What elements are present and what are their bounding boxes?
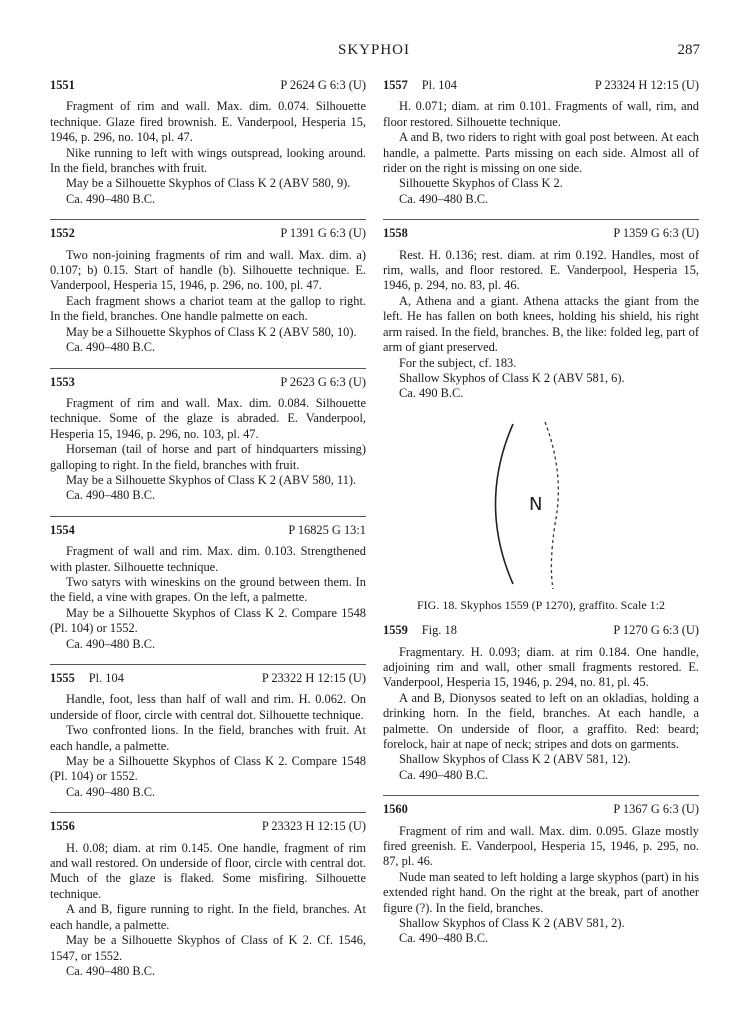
entry-paragraph: Two confronted lions. In the field, branches with fruit. At each handle, a palmette.	[50, 723, 366, 753]
entry-paragraph: A, Athena and a giant. Athena attacks the giant from the left. He has fallen on both knees, holding his shield, his right arm raised. In the field, branches. B, the like: folded leg, part of arm of giant preserved.	[383, 293, 699, 355]
entry-paragraph: May be a Silhouette Skyphos of Class of K 2. Cf. 1546, 1547, or 1552.	[50, 933, 366, 963]
entry-paragraph: Fragmentary. H. 0.093; diam. at rim 0.184. One handle, adjoining rim and wall, other small fragments restored. E. Vanderpool, Hesperia 15, 1946, p. 294, no. 81, pl. 45.	[383, 644, 699, 690]
entry-divider	[50, 368, 366, 369]
entry-paragraph: Fragment of rim and wall. Max. dim. 0.084. Silhouette technique. Some of the glaze is abraded. E. Vanderpool, Hesperia 15, 1946, p. 296, no. 103, pl. 47.	[50, 395, 366, 441]
entry-paragraph: A and B, Dionysos seated to left on an okladias, holding a drinking horn. In the field, branches. At each handle, a palmette. On underside of floor, a graffito. Red: beard; forelock, hair at nape of neck; stripes and dots on garments.	[383, 690, 699, 751]
skyphos-profile-arc	[496, 424, 514, 584]
entry-heading	[50, 819, 366, 834]
entry-paragraph: Nude man seated to left holding a large skyphos (part) in his extended right hand. On the right at the break, part of another figure (?). In the field, branches.	[383, 869, 699, 915]
catalogue-entry	[50, 78, 366, 207]
entry-heading	[50, 375, 366, 390]
entry-heading	[383, 802, 699, 817]
plate-reference: Pl. 104	[421, 78, 457, 92]
plate-reference: Pl. 104	[88, 671, 124, 685]
inventory-deposit: P 1359 G 6:3 (U)	[613, 226, 699, 241]
entry-paragraph: May be a Silhouette Skyphos of Class K 2 (ABV 580, 11).	[66, 472, 357, 487]
catalogue-entry	[50, 375, 366, 504]
entry-paragraph: Rest. H. 0.136; rest. diam. at rim 0.192. Handles, most of rim, walls, and floor restored. E. Vanderpool, Hesperia 15, 1946, p. 294, no. 83, pl. 46.	[383, 247, 699, 293]
catalogue-entry	[383, 623, 699, 783]
inventory-deposit: P 16825 G 13:1	[288, 522, 366, 537]
plate-reference	[75, 819, 262, 834]
entry-heading	[50, 523, 366, 538]
entry-heading	[383, 623, 699, 638]
entry-paragraph: Shallow Skyphos of Class K 2 (ABV 581, 6).	[399, 370, 625, 385]
inventory-deposit: P 1391 G 6:3 (U)	[280, 226, 366, 241]
catalogue-number: 1558	[383, 226, 408, 241]
entry-paragraph: Handle, foot, less than half of wall and rim. H. 0.062. On underside of floor, circle with central dot. Silhouette technique.	[50, 692, 366, 722]
entry-paragraph: For the subject, cf. 183.	[399, 355, 517, 370]
plate-reference	[408, 226, 614, 241]
inventory-deposit: P 1270 G 6:3 (U)	[613, 623, 699, 638]
entry-paragraph: Silhouette Skyphos of Class K 2.	[399, 176, 563, 191]
entry-heading	[50, 671, 366, 686]
entry-heading	[383, 226, 699, 241]
page-number: 287	[677, 42, 700, 58]
entry-paragraph: Each fragment shows a chariot team at the gallop to right. In the field, branches. One handle palmette on each.	[50, 293, 366, 324]
entry-paragraph: Ca. 490–480 B.C.	[399, 767, 489, 782]
entry-paragraph: May be a Silhouette Skyphos of Class K 2 (ABV 580, 10).	[66, 324, 357, 339]
entry-paragraph: Shallow Skyphos of Class K 2 (ABV 581, 2).	[399, 916, 625, 931]
entry-heading	[50, 78, 366, 93]
entry-paragraph: Ca. 490–480 B.C.	[66, 340, 156, 355]
entry-divider	[50, 812, 366, 813]
catalogue-entry	[383, 226, 699, 401]
inventory-deposit: P 23322 H 12:15 (U)	[261, 671, 366, 685]
entry-heading	[383, 78, 699, 93]
inventory-deposit: P 23323 H 12:15 (U)	[261, 819, 366, 834]
entry-paragraph: Ca. 490–480 B.C.	[399, 191, 489, 206]
entry-paragraph: Ca. 490–480 B.C.	[66, 784, 156, 799]
entry-paragraph: Ca. 490–480 B.C.	[66, 963, 156, 978]
entry-paragraph: Ca. 490–480 B.C.	[66, 636, 156, 651]
entry-divider	[383, 219, 699, 220]
entry-paragraph: Fragment of wall and rim. Max. dim. 0.103. Strengthened with plaster. Silhouette technique.	[50, 544, 366, 574]
entry-paragraph: Ca. 490 B.C.	[399, 386, 464, 401]
entry-paragraph: May be a Silhouette Skyphos of Class K 2 (ABV 580, 9).	[66, 176, 351, 191]
figure-18	[383, 414, 699, 594]
running-header-title: SKYPHOI	[337, 42, 410, 58]
entry-paragraph: A and B, two riders to right with goal post between. At each handle, a palmette. Parts missing on each side. Almost all of rider on the right is missing on one side.	[383, 130, 699, 176]
inventory-deposit: P 2624 G 6:3 (U)	[280, 78, 366, 92]
entry-paragraph: Fragment of rim and wall. Max. dim. 0.074. Silhouette technique. Glaze fired brownish. E. Vanderpool, Hesperia 15, 1946, p. 296, no. 104, pl. 47.	[50, 99, 366, 145]
catalogue-number: 1559	[383, 623, 408, 638]
catalogue-entry	[50, 523, 366, 652]
entry-paragraph: Shallow Skyphos of Class K 2 (ABV 581, 12).	[399, 752, 631, 767]
plate-reference	[75, 226, 281, 241]
entry-paragraph: Ca. 490–480 B.C.	[66, 191, 156, 206]
plate-reference	[75, 523, 289, 538]
catalogue-number: 1557	[383, 78, 408, 92]
entry-heading	[50, 226, 366, 241]
entry-paragraph: Two satyrs with wineskins on the ground between them. In the field, a vine with grapes. On the left, a palmette.	[50, 574, 366, 605]
entry-divider	[50, 219, 366, 220]
inventory-deposit: P 2623 G 6:3 (U)	[280, 374, 366, 389]
catalogue-number: 1553	[50, 374, 75, 389]
entry-paragraph: Ca. 490–480 B.C.	[399, 931, 489, 946]
entry-paragraph: Horseman (tail of horse and part of hindquarters missing) galloping to right. In the field, branches with fruit.	[50, 442, 366, 472]
entry-paragraph: A and B, figure running to right. In the field, branches. At each handle, a palmette.	[50, 902, 366, 932]
entry-paragraph: Nike running to left with wings outspread, looking around. In the field, branches with fruit.	[50, 145, 366, 176]
catalogue-entry	[50, 671, 366, 800]
plate-reference	[408, 802, 614, 817]
graffito-drawing	[483, 414, 603, 594]
entry-paragraph: May be a Silhouette Skyphos of Class K 2. Compare 1548 (Pl. 104) or 1552.	[50, 605, 366, 636]
catalogue-entry	[383, 802, 699, 947]
entry-paragraph: Ca. 490–480 B.C.	[66, 488, 156, 503]
inventory-deposit: P 23324 H 12:15 (U)	[594, 78, 699, 92]
floor-break-line	[545, 422, 558, 589]
inventory-deposit: P 1367 G 6:3 (U)	[613, 802, 699, 817]
entry-paragraph: H. 0.08; diam. at rim 0.145. One handle, fragment of rim and wall restored. On underside of floor, circle with central dot. Much of the glaze is flaked. Some misfiring. Silhouette technique.	[50, 840, 366, 901]
catalogue-entry	[50, 819, 366, 979]
catalogue-number: 1560	[383, 802, 408, 817]
entry-divider	[383, 795, 699, 796]
catalogue-number: 1552	[50, 226, 75, 241]
plate-reference	[75, 375, 281, 390]
right-column	[383, 78, 699, 959]
entry-paragraph: May be a Silhouette Skyphos of Class K 2. Compare 1548 (Pl. 104) or 1552.	[50, 754, 366, 784]
entry-divider	[50, 664, 366, 665]
catalogue-number: 1554	[50, 522, 75, 537]
left-column	[50, 78, 366, 991]
plate-reference: Fig. 18	[421, 623, 457, 638]
catalogue-number: 1556	[50, 819, 75, 834]
catalogue-entry	[50, 226, 366, 355]
catalogue-number: 1551	[50, 78, 75, 92]
entry-divider	[50, 516, 366, 517]
catalogue-number: 1555	[50, 671, 75, 685]
graffito-letter: N	[529, 493, 543, 515]
plate-reference	[75, 78, 281, 93]
entry-paragraph: H. 0.071; diam. at rim 0.101. Fragments of wall, rim, and floor restored. Silhouette technique.	[383, 99, 699, 129]
figure-caption: FIG. 18. Skyphos 1559 (P 1270), graffito. Scale 1:2	[417, 597, 665, 612]
catalogue-entry	[383, 78, 699, 207]
entry-paragraph: Two non-joining fragments of rim and wall. Max. dim. a) 0.107; b) 0.15. Start of handle (b). Silhouette technique. E. Vanderpool, Hesperia 15, 1946, p. 296, no. 100, pl. 47.	[50, 247, 366, 293]
entry-paragraph: Fragment of rim and wall. Max. dim. 0.095. Glaze mostly fired greenish. E. Vanderpool, Hesperia 15, 1946, p. 295, no. 87, pl. 46.	[383, 823, 699, 869]
